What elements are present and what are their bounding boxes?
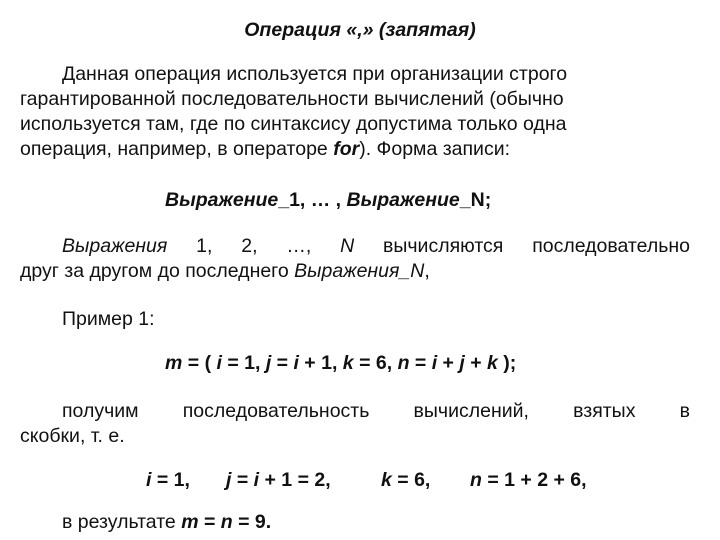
var-i-2: i xyxy=(293,352,299,374)
syntax-expr-1: Выражение xyxy=(165,189,279,211)
result-var-k: k xyxy=(381,469,392,491)
result-intro-line-2: скобки, т. е. xyxy=(20,425,125,447)
op-eq-open: = ( xyxy=(182,352,217,374)
syntax-part-1: _1, … , xyxy=(278,189,347,211)
intro-line-4-tail: ). Форма записи: xyxy=(359,138,511,160)
result-val-k: = 6, xyxy=(391,469,431,491)
var-j: j xyxy=(265,352,272,374)
var-k: k xyxy=(342,352,354,374)
result-eq-j: = xyxy=(231,469,254,491)
description-expr: Выражения xyxy=(62,235,168,257)
result-val-i: = 1, xyxy=(151,469,190,491)
op-eq-1: = 1, xyxy=(221,352,266,374)
description-expr-2: Выражения xyxy=(294,260,400,282)
description-line-2-text: друг за другом до последнего xyxy=(20,260,295,282)
description-line-2 xyxy=(20,259,430,283)
syntax-part-n: _N xyxy=(459,189,485,211)
description-underscore: _ xyxy=(399,260,411,282)
final-value: = 9. xyxy=(232,511,272,533)
result-k xyxy=(381,468,430,492)
description-line-1 xyxy=(62,234,690,258)
var-i-3: i xyxy=(431,352,438,374)
op-plus-1: + 1, xyxy=(298,352,343,374)
result-val-j: + 1 = 2, xyxy=(259,469,331,491)
intro-line-4 xyxy=(20,137,510,161)
description-n: N xyxy=(340,235,355,257)
syntax-line xyxy=(165,188,491,212)
intro-line-4-text: операция, например, в операторе xyxy=(20,138,334,160)
op-close: ); xyxy=(497,352,517,374)
slide-title: Операция «,» (запятая) xyxy=(244,19,476,41)
intro-line-1: Данная операция используется при организации строго xyxy=(62,63,568,85)
description-tail: вычисляются последовательно xyxy=(354,235,690,257)
description-comma: , xyxy=(424,260,430,282)
keyword-for: for xyxy=(333,138,360,160)
op-eq-4: = xyxy=(409,352,432,374)
description-numbers: 1, 2, …, xyxy=(167,235,341,257)
op-eq-3: = 6, xyxy=(353,352,398,374)
result-i xyxy=(146,468,190,492)
op-eq-2: = xyxy=(271,352,294,374)
final-text: в результате xyxy=(62,511,182,533)
result-var-i-2: i xyxy=(253,469,260,491)
op-plus-2: + xyxy=(437,352,460,374)
result-n xyxy=(470,468,587,492)
var-j-2: j xyxy=(459,352,465,374)
var-i: i xyxy=(216,352,222,374)
syntax-end: ; xyxy=(484,189,492,211)
result-var-j: j xyxy=(226,469,232,491)
result-intro-line-1: получим последовательность вычислений, взятых в xyxy=(62,400,690,422)
result-j xyxy=(226,468,331,492)
op-plus-3: + xyxy=(464,352,488,374)
syntax-expr-n: Выражение xyxy=(346,189,460,211)
final-eq: = xyxy=(198,511,221,533)
result-var-i: i xyxy=(146,469,152,491)
final-var-m: m xyxy=(181,511,199,533)
intro-line-2: гарантированной последовательности вычислений (обычно xyxy=(20,88,564,110)
var-k-2: k xyxy=(487,352,498,374)
final-var-n: n xyxy=(220,511,233,533)
result-val-n: = 1 + 2 + 6, xyxy=(481,469,587,491)
example-expression xyxy=(165,351,516,375)
var-m: m xyxy=(165,352,183,374)
intro-line-3: используется там, где по синтаксису допустима только одна xyxy=(20,113,567,135)
final-result xyxy=(62,510,271,534)
description-n-2: N xyxy=(410,260,425,282)
var-n: n xyxy=(397,352,410,374)
example-label: Пример 1: xyxy=(62,308,155,330)
result-var-n: n xyxy=(470,469,482,491)
